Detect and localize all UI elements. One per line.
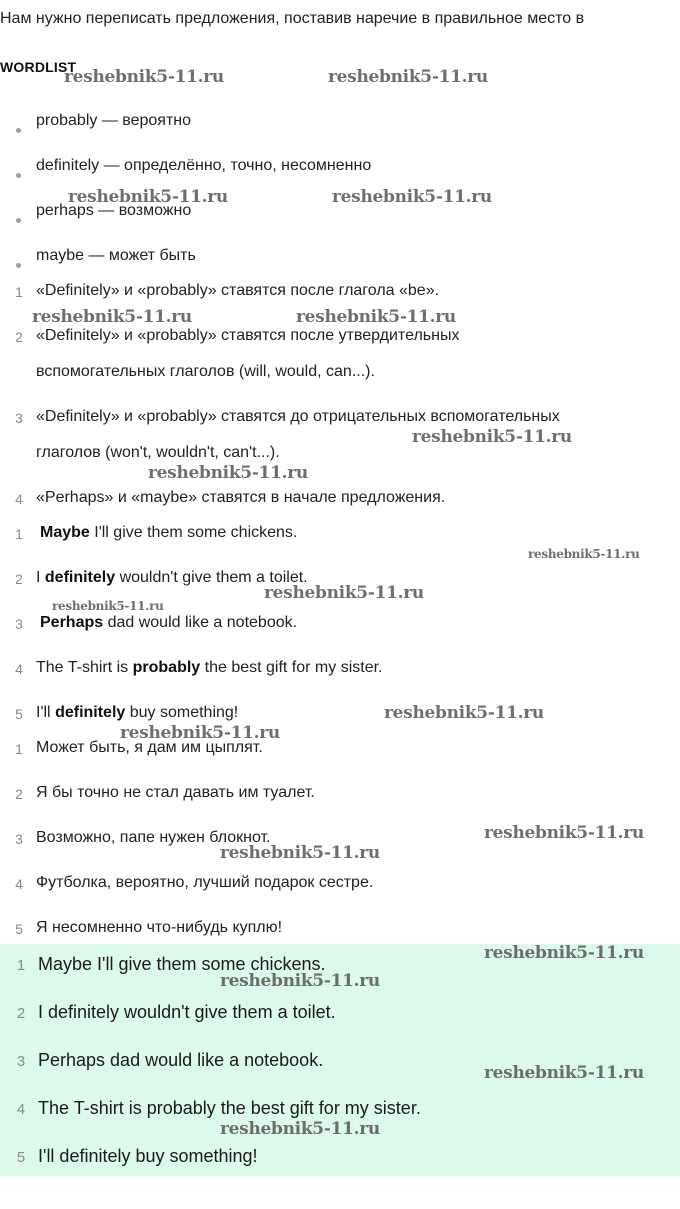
translation-number: 1	[15, 741, 23, 757]
sentence-adverb: definitely	[55, 704, 126, 721]
bullet-icon	[16, 263, 21, 268]
watermark: reshebnik5-11.ru	[220, 843, 380, 863]
answer-number: 1	[16, 957, 26, 974]
answer-line: I'll definitely buy something!	[38, 1146, 258, 1166]
rule-text: «Perhaps» и «maybe» ставятся в начале предложения.	[36, 489, 446, 506]
watermark: reshebnik5-11.ru	[528, 547, 640, 561]
bullet-icon	[16, 218, 21, 223]
answer-number: 2	[16, 1005, 26, 1022]
translation-number: 4	[15, 876, 23, 892]
translation-number: 2	[15, 786, 23, 802]
sentence-number: 1	[15, 526, 23, 542]
watermark: reshebnik5-11.ru	[220, 971, 380, 991]
sentence-number: 5	[15, 706, 23, 722]
answer-line: Maybe I'll give them some chickens.	[38, 954, 326, 974]
watermark: reshebnik5-11.ru	[484, 943, 644, 963]
watermark: reshebnik5-11.ru	[220, 1119, 380, 1139]
rule-text: «Definitely» и «probably» ставятся до отрицательных вспомогательных	[36, 408, 560, 425]
answer-line: Perhaps dad would like a notebook.	[38, 1050, 324, 1070]
watermark: reshebnik5-11.ru	[148, 463, 308, 483]
watermark: reshebnik5-11.ru	[264, 583, 424, 603]
watermark: reshebnik5-11.ru	[328, 67, 488, 87]
watermark: reshebnik5-11.ru	[412, 427, 572, 447]
sentence-pre: The T-shirt is	[36, 659, 133, 676]
bullet-icon	[16, 128, 21, 133]
rule-text: «Definitely» и «probably» ставятся после утвердительных	[36, 327, 460, 344]
answer-line: The T-shirt is probably the best gift for my sister.	[38, 1098, 421, 1118]
rule-number: 3	[15, 410, 23, 426]
watermark: reshebnik5-11.ru	[332, 187, 492, 207]
sentence	[36, 704, 238, 722]
sentence	[40, 524, 297, 542]
rule-text: вспомогательных глаголов (will, would, can...).	[36, 363, 375, 380]
watermark: reshebnik5-11.ru	[64, 67, 224, 87]
sentence-post: wouldn't give them a toilet.	[115, 569, 308, 586]
translation: Я бы точно не стал давать им туалет.	[36, 784, 315, 801]
translation: Я несомненно что-нибудь куплю!	[36, 919, 283, 936]
watermark: reshebnik5-11.ru	[120, 723, 280, 743]
sentence-adverb: probably	[132, 659, 201, 676]
wordlist-item: definitely — определённо, точно, несомненно	[36, 157, 372, 174]
watermark: reshebnik5-11.ru	[384, 703, 544, 723]
sentence-number: 2	[15, 571, 23, 587]
bullet-icon	[16, 173, 21, 178]
sentence-adverb: Maybe	[40, 524, 90, 541]
watermark: reshebnik5-11.ru	[68, 187, 228, 207]
watermark: reshebnik5-11.ru	[484, 823, 644, 843]
sentence-post: dad would like a notebook.	[103, 614, 298, 631]
translation-number: 5	[15, 921, 23, 937]
answer-number: 5	[16, 1149, 26, 1166]
answer-number: 4	[16, 1101, 26, 1118]
sentence-pre: I'll	[36, 704, 56, 721]
rule-text: «Definitely» и «probably» ставятся после глагола «be».	[36, 282, 440, 299]
wordlist-item: perhaps — возможно	[36, 202, 192, 219]
rule-number: 4	[15, 491, 23, 507]
sentence-post: the best gift for my sister.	[200, 659, 383, 676]
watermark: reshebnik5-11.ru	[296, 307, 456, 327]
sentence-adverb: definitely	[44, 569, 116, 586]
rule-text: глаголов (won't, wouldn't, can't...).	[36, 444, 280, 461]
watermark: reshebnik5-11.ru	[52, 599, 164, 613]
watermark: reshebnik5-11.ru	[32, 307, 192, 327]
sentence	[40, 614, 297, 632]
sentence-post: I'll give them some chickens.	[89, 524, 298, 541]
translation: Может быть, я дам им цыплят.	[36, 739, 263, 756]
sentence-number: 4	[15, 661, 23, 677]
sentence-number: 3	[15, 616, 23, 632]
answer-number: 3	[16, 1053, 26, 1070]
rule-number: 2	[15, 329, 23, 345]
translation: Возможно, папе нужен блокнот.	[36, 829, 271, 846]
answer-line: I definitely wouldn't give them a toilet.	[38, 1002, 336, 1022]
sentence	[36, 659, 382, 677]
wordlist-item: maybe — может быть	[36, 247, 196, 264]
watermark: reshebnik5-11.ru	[484, 1063, 644, 1083]
wordlist-title: WORDLIST	[0, 59, 77, 75]
wordlist-item: probably — вероятно	[36, 112, 192, 129]
sentence-adverb: Perhaps	[40, 614, 104, 631]
sentence-pre: I	[36, 569, 45, 586]
intro-text: Нам нужно переписать предложения, поставив наречие в правильное место в	[0, 10, 585, 27]
sentence-post: buy something!	[125, 704, 239, 721]
rule-number: 1	[15, 284, 23, 300]
translation-number: 3	[15, 831, 23, 847]
translation: Футболка, вероятно, лучший подарок сестре.	[36, 874, 374, 891]
